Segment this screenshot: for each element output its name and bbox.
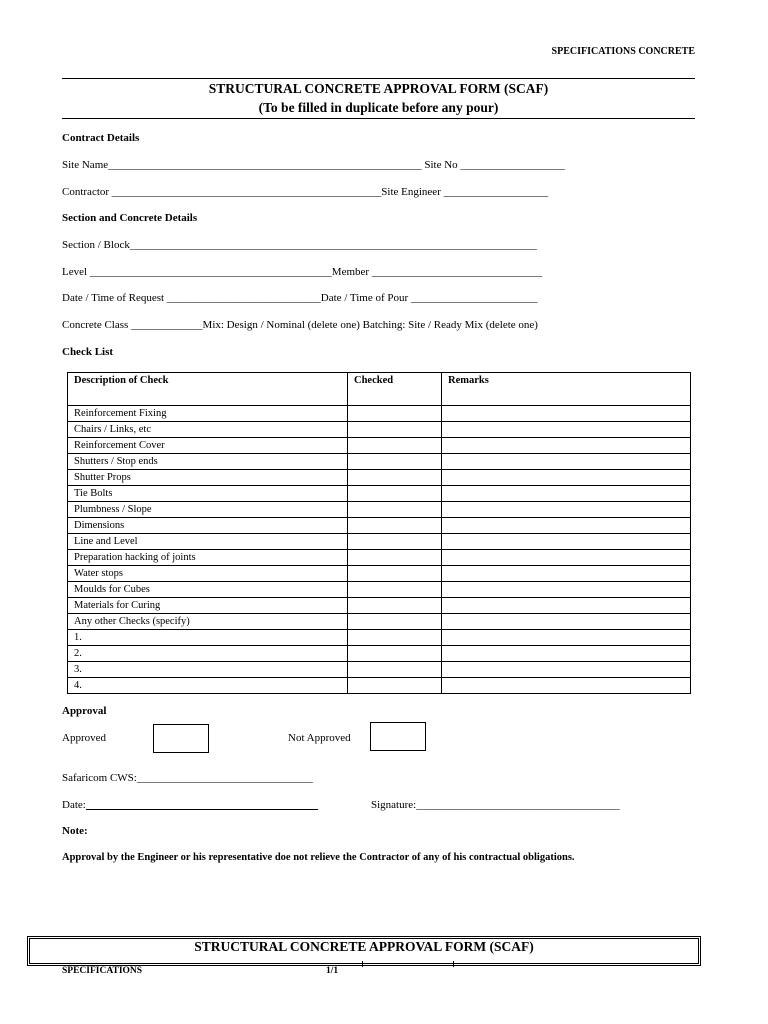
date-underline[interactable]: [86, 809, 318, 810]
remarks-cell[interactable]: [442, 486, 691, 502]
remarks-cell[interactable]: [442, 662, 691, 678]
not-approved-checkbox[interactable]: [370, 722, 426, 751]
table-row: [68, 422, 691, 438]
checked-cell[interactable]: [348, 438, 442, 454]
checked-cell[interactable]: [348, 422, 442, 438]
footer-tick-left: [362, 961, 363, 967]
remarks-cell[interactable]: [442, 678, 691, 694]
not-approved-label: Not Approved: [288, 732, 351, 744]
remarks-cell[interactable]: [442, 630, 691, 646]
check-description: 4.: [68, 678, 348, 694]
column-header-remarks: Remarks: [442, 373, 691, 406]
checked-cell[interactable]: [348, 614, 442, 630]
footer-tick-right: [453, 961, 454, 967]
remarks-cell[interactable]: [442, 438, 691, 454]
table-row: [68, 486, 691, 502]
footer-left-label: SPECIFICATIONS: [62, 966, 143, 976]
remarks-cell[interactable]: [442, 470, 691, 486]
checked-cell[interactable]: [348, 502, 442, 518]
checked-cell[interactable]: [348, 630, 442, 646]
approved-label: Approved: [62, 732, 106, 744]
checked-cell[interactable]: [348, 518, 442, 534]
checked-cell[interactable]: [348, 534, 442, 550]
column-header-description: Description of Check: [68, 373, 348, 406]
table-row: [68, 630, 691, 646]
check-description: Tie Bolts: [68, 486, 348, 502]
check-description: 2.: [68, 646, 348, 662]
remarks-cell[interactable]: [442, 566, 691, 582]
form-title: STRUCTURAL CONCRETE APPROVAL FORM (SCAF): [208, 81, 549, 96]
table-row: [68, 646, 691, 662]
approval-heading: Approval: [62, 705, 107, 717]
remarks-cell[interactable]: [442, 518, 691, 534]
check-description: 3.: [68, 662, 348, 678]
check-description: Line and Level: [68, 534, 348, 550]
date-label: Date:: [62, 799, 86, 811]
check-description: Chairs / Links, etc: [68, 422, 348, 438]
table-row: [68, 454, 691, 470]
running-header: SPECIFICATIONS CONCRETE: [551, 46, 695, 57]
table-row: [68, 550, 691, 566]
checked-cell[interactable]: [348, 566, 442, 582]
check-description: Reinforcement Fixing: [68, 406, 348, 422]
site-name-field[interactable]: Site Name_________________________________________________________ Site No ___________________: [62, 159, 565, 171]
level-member-field[interactable]: Level ____________________________________________Member _______________________________: [62, 266, 543, 278]
date-time-field[interactable]: Date / Time of Request ____________________________Date / Time of Pour _______________________: [62, 292, 538, 304]
remarks-cell[interactable]: [442, 422, 691, 438]
cws-field[interactable]: Safaricom CWS:________________________________: [62, 772, 313, 784]
footer-title: STRUCTURAL CONCRETE APPROVAL FORM (SCAF): [194, 939, 534, 954]
checked-cell[interactable]: [348, 550, 442, 566]
table-row: [68, 502, 691, 518]
contractor-field[interactable]: Contractor _________________________________________________Site Engineer ___________________: [62, 186, 549, 198]
remarks-cell[interactable]: [442, 582, 691, 598]
table-row: [68, 534, 691, 550]
checked-cell[interactable]: [348, 646, 442, 662]
remarks-cell[interactable]: [442, 550, 691, 566]
check-description: Any other Checks (specify): [68, 614, 348, 630]
concrete-class-field[interactable]: Concrete Class _____________Mix: Design / Nominal (delete one) Batching: Site / Ready Mix (delete one): [62, 319, 538, 331]
check-description: 1.: [68, 630, 348, 646]
page-number: 1/1: [326, 966, 339, 976]
check-description: Reinforcement Cover: [68, 438, 348, 454]
checklist-heading: Check List: [62, 346, 114, 358]
section-details-heading: Section and Concrete Details: [62, 212, 198, 224]
checked-cell[interactable]: [348, 598, 442, 614]
checked-cell[interactable]: [348, 454, 442, 470]
check-description: Preparation hacking of joints: [68, 550, 348, 566]
check-description: Moulds for Cubes: [68, 582, 348, 598]
table-row: [68, 518, 691, 534]
column-header-checked: Checked: [348, 373, 442, 406]
remarks-cell[interactable]: [442, 534, 691, 550]
checked-cell[interactable]: [348, 486, 442, 502]
checked-cell[interactable]: [348, 582, 442, 598]
checked-cell[interactable]: [348, 678, 442, 694]
remarks-cell[interactable]: [442, 502, 691, 518]
table-row: [68, 614, 691, 630]
checked-cell[interactable]: [348, 406, 442, 422]
checked-cell[interactable]: [348, 470, 442, 486]
check-description: Shutter Props: [68, 470, 348, 486]
table-row: [68, 582, 691, 598]
title-rule: [62, 118, 695, 119]
check-description: Water stops: [68, 566, 348, 582]
checked-cell[interactable]: [348, 662, 442, 678]
table-row: [68, 598, 691, 614]
remarks-cell[interactable]: [442, 598, 691, 614]
check-description: Materials for Curing: [68, 598, 348, 614]
table-row: [68, 438, 691, 454]
remarks-cell[interactable]: [442, 406, 691, 422]
remarks-cell[interactable]: [442, 646, 691, 662]
table-row: [68, 662, 691, 678]
remarks-cell[interactable]: [442, 454, 691, 470]
form-subtitle: (To be filled in duplicate before any pour): [258, 100, 499, 115]
check-description: Shutters / Stop ends: [68, 454, 348, 470]
section-block-field[interactable]: Section / Block__________________________________________________________________________: [62, 239, 537, 251]
contract-details-heading: Contract Details: [62, 132, 140, 144]
table-row: [68, 470, 691, 486]
check-description: Dimensions: [68, 518, 348, 534]
checklist-table: [67, 372, 691, 694]
approved-checkbox[interactable]: [153, 724, 209, 753]
check-description: Plumbness / Slope: [68, 502, 348, 518]
table-row: [68, 406, 691, 422]
signature-field[interactable]: Signature:_____________________________________: [371, 799, 620, 811]
table-row: [68, 678, 691, 694]
note-heading: Note:: [62, 825, 88, 837]
header-rule: [62, 78, 695, 79]
note-text: Approval by the Engineer or his representative doe not relieve the Contractor of any of his contractual obligations.: [62, 852, 575, 863]
remarks-cell[interactable]: [442, 614, 691, 630]
table-header-row: [68, 373, 691, 406]
table-row: [68, 566, 691, 582]
